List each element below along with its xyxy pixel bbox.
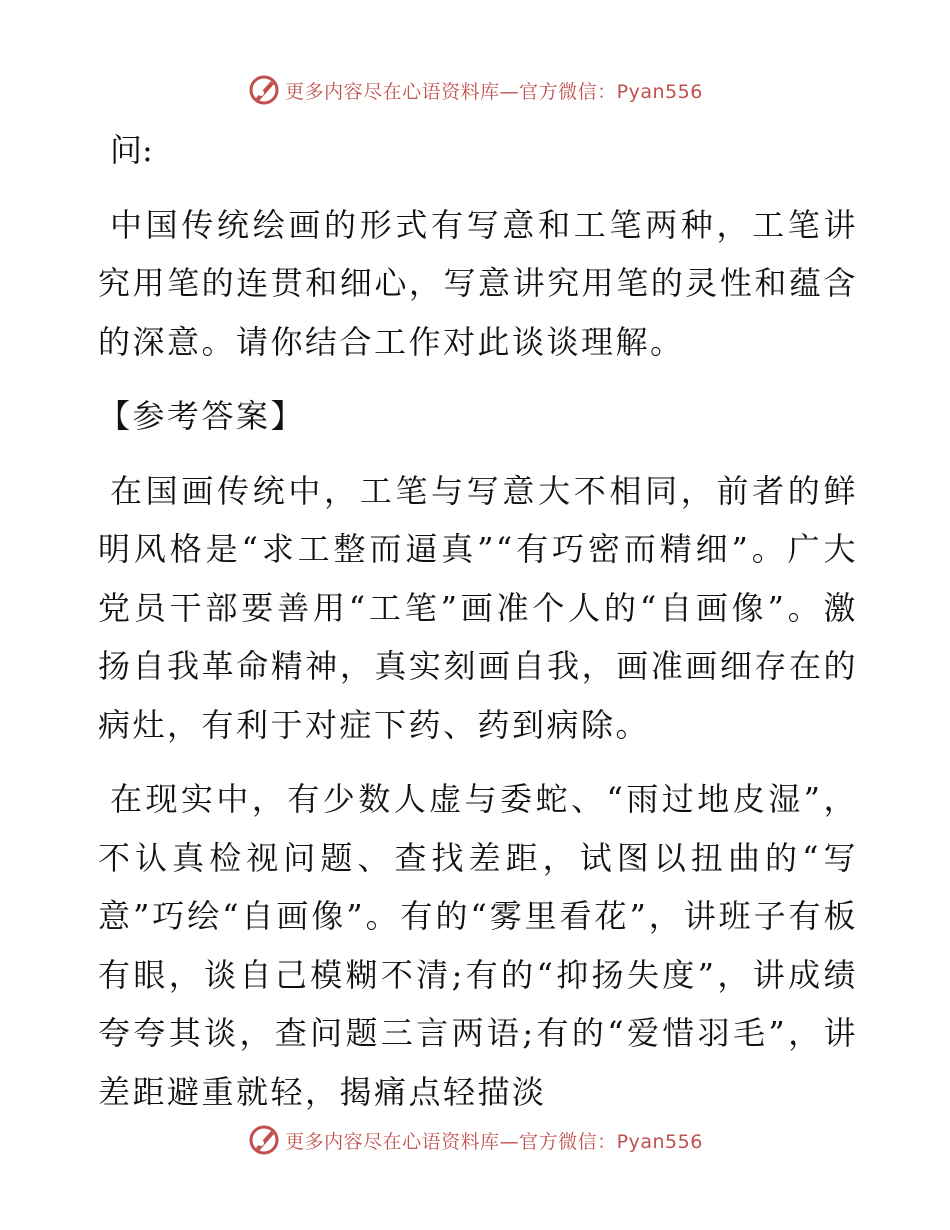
pen-logo-icon xyxy=(247,73,281,107)
answer-label: 【参考答案】 xyxy=(98,397,306,435)
banner-text: 更多内容尽在心语资料库—官方微信：Pyan556 xyxy=(285,80,703,103)
question-label: 问: xyxy=(110,131,153,169)
footer-banner xyxy=(0,1120,950,1160)
pen-logo-icon xyxy=(247,1123,281,1157)
question-text: 中国传统绘画的形式有写意和工笔两种，工笔讲究用笔的连贯和细心，写意讲究用笔的灵性和蕴含的深意。请你结合工作对此谈谈理解。 xyxy=(98,205,858,361)
answer-paragraph-1: 在国画传统中，工笔与写意大不相同，前者的鲜明风格是“求工整而逼真”“有巧密而精细”。广大党员干部要善用“工笔”画准个人的“自画像”。激扬自我革命精神，真实刻画自我，画准画细存在的病灶，有利于对症下药、药到病除。 xyxy=(98,471,858,744)
answer-paragraph-2: 在现实中，有少数人虚与委蛇、“雨过地皮湿”，不认真检视问题、查找差距，试图以扭曲的“写意”巧绘“自画像”。有的“雾里看花”，讲班子有板有眼，谈自己模糊不清;有的“抑扬失度”，讲成绩夸夸其谈，查问题三言两语;有的“爱惜羽毛”，讲差距避重就轻，揭痛点轻描淡 xyxy=(98,780,858,1111)
header-banner xyxy=(0,70,950,110)
document-body xyxy=(98,121,858,1121)
banner-text: 更多内容尽在心语资料库—官方微信：Pyan556 xyxy=(285,1130,703,1153)
